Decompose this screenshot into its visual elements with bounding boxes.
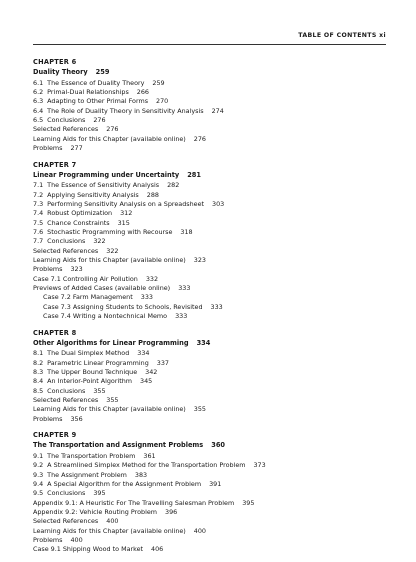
entry-page-number: 395: [242, 498, 255, 507]
entry-title: Adapting to Other Primal Forms: [47, 97, 149, 106]
chapter-section: [33, 431, 392, 554]
entry-page-number: 282: [167, 181, 180, 190]
entry-page-number: 322: [106, 246, 119, 255]
section-number: 9.3: [33, 470, 44, 479]
section-number: 6.1: [33, 78, 44, 87]
section-number: 8.2: [33, 358, 44, 367]
chapter-page-number: 334: [196, 338, 211, 347]
chapter-title-text: Other Algorithms for Linear Programming: [33, 338, 189, 347]
chapter-section: [33, 58, 392, 153]
entry-title: Learning Aids for this Chapter (available online): [33, 134, 186, 143]
entry-page-number: 333: [210, 302, 223, 311]
entry-title: A Special Algorithm for the Assignment Problem: [47, 479, 202, 488]
entry-page-number: 318: [180, 227, 193, 236]
entry-page-number: 355: [106, 396, 119, 404]
entry-title: Previews of Added Cases (available online): [33, 284, 171, 293]
toc-entry: [33, 312, 392, 321]
entry-page-number: 396: [165, 507, 178, 516]
section-number: 8.4: [33, 377, 44, 386]
entry-page-number: 400: [70, 536, 83, 545]
toc-entry: [33, 144, 392, 153]
entry-title: Applying Sensitivity Analysis: [47, 190, 139, 199]
chapter-title: [33, 170, 392, 180]
toc-entry: [33, 396, 392, 405]
section-number: 6.3: [33, 97, 44, 106]
toc-entry: [33, 452, 392, 461]
entry-page-number: 395: [93, 489, 106, 498]
entry-page-number: 391: [209, 479, 222, 488]
entry-page-number: 303: [212, 199, 225, 208]
section-number: 7.6: [33, 227, 44, 236]
toc-entry: [33, 303, 392, 312]
entry-page-number: 355: [193, 405, 206, 414]
entry-page-number: 383: [134, 470, 148, 479]
section-number: 7.2: [33, 190, 44, 199]
entry-title: Learning Aids for this Chapter (available online): [33, 255, 186, 264]
section-number: 7.1: [33, 181, 44, 190]
entry-title: The Assignment Problem: [47, 470, 127, 479]
entry-title: The Essence of Sensitivity Analysis: [47, 181, 160, 190]
chapter-page-number: 259: [95, 68, 110, 76]
toc-entry: [33, 209, 392, 218]
toc-entry: [33, 471, 392, 480]
entry-title: Conclusions: [47, 489, 86, 498]
section-number: 9.1: [33, 451, 44, 460]
section-number: 9.2: [33, 461, 44, 470]
entry-page-number: 342: [145, 367, 158, 376]
running-head: [33, 32, 386, 45]
chapter-number: CHAPTER 8: [33, 328, 77, 337]
entry-page-number: 322: [93, 237, 106, 246]
toc-entry: [33, 499, 392, 508]
toc-entry: [33, 135, 392, 144]
toc-entry: [33, 275, 392, 284]
running-head-label: TABLE OF CONTENTS xi: [298, 32, 386, 39]
toc-entry: [33, 97, 392, 106]
entry-title: Problems: [33, 265, 63, 274]
entry-title: The Upper Bound Technique: [47, 367, 138, 376]
entry-page-number: 333: [175, 312, 188, 321]
entry-title: Selected References: [33, 396, 99, 404]
section-number: 6.2: [33, 87, 44, 96]
entry-page-number: 259: [152, 78, 165, 87]
toc-entry: [33, 191, 392, 200]
entry-title: An Interior-Point Algorithm: [47, 377, 133, 386]
toc-entry: [33, 107, 392, 116]
entry-title: Problems: [33, 144, 63, 152]
entry-page-number: 274: [211, 106, 224, 115]
section-number: 8.1: [33, 349, 44, 358]
toc-entry: [33, 284, 392, 293]
chapter-page-number: 281: [187, 170, 201, 179]
entry-title: Appendix 9.1: A Heuristic For The Travelling Salesman Problem: [33, 498, 235, 507]
toc-entry: [33, 247, 392, 256]
entry-title: Conclusions: [47, 386, 86, 395]
chapter-section: [33, 161, 392, 322]
entry-title: The Role of Duality Theory in Sensitivity Analysis: [47, 106, 204, 115]
entry-page-number: 337: [156, 358, 169, 367]
entry-title: The Dual Simplex Method: [47, 349, 130, 358]
toc-entry: [33, 293, 392, 302]
entry-title: Primal-Dual Relationships: [47, 87, 129, 96]
toc-entry: [33, 489, 392, 498]
entry-page-number: 406: [151, 545, 164, 554]
chapter-number: CHAPTER 6: [33, 58, 77, 66]
entry-page-number: 266: [136, 87, 149, 96]
chapter-number: CHAPTER 9: [33, 431, 77, 440]
entry-page-number: 276: [106, 125, 119, 134]
entry-title: The Transportation Problem: [47, 451, 136, 460]
toc-entry: [33, 368, 392, 377]
chapter-page-number: 360: [211, 441, 225, 450]
entry-title: A Streamlined Simplex Method for the Transportation Problem: [47, 461, 246, 470]
entry-title: Case 7.2 Farm Management: [43, 293, 133, 302]
section-number: 6.4: [33, 106, 44, 115]
toc-entry: [33, 405, 392, 414]
chapter-number: CHAPTER 7: [33, 160, 77, 169]
entry-title: Stochastic Programming with Recourse: [47, 227, 173, 236]
toc-entry: [33, 415, 392, 424]
entry-page-number: 361: [143, 451, 156, 460]
toc-entry: [33, 116, 392, 125]
toc-entry: [33, 461, 392, 470]
entry-title: Problems: [33, 414, 63, 423]
table-of-contents: [33, 58, 392, 562]
section-number: 7.3: [33, 199, 44, 208]
entry-title: Selected References: [33, 517, 99, 526]
toc-entry: [33, 181, 392, 190]
entry-title: Case 7.3 Assigning Students to Schools, Revisited: [43, 302, 203, 311]
chapter-title: [33, 338, 392, 348]
entry-page-number: 323: [193, 255, 206, 264]
chapter-title: [33, 67, 392, 77]
toc-entry: [33, 359, 392, 368]
toc-entry: [33, 79, 392, 88]
entry-page-number: 345: [140, 377, 153, 386]
toc-entry: [33, 536, 392, 545]
toc-entry: [33, 387, 392, 396]
entry-page-number: 355: [93, 386, 106, 395]
entry-title: The Essence of Duality Theory: [47, 78, 145, 87]
section-number: 7.5: [33, 218, 44, 227]
toc-entry: [33, 88, 392, 97]
section-number: 9.4: [33, 479, 44, 488]
section-number: 8.3: [33, 367, 44, 376]
section-number: 9.5: [33, 489, 44, 498]
toc-entry: [33, 200, 392, 209]
entry-page-number: 276: [193, 134, 206, 143]
entry-page-number: 333: [140, 293, 153, 302]
toc-entry: [33, 517, 392, 526]
section-number: 7.7: [33, 237, 44, 246]
entry-title: Selected References: [33, 125, 99, 134]
chapter-title-text: The Transportation and Assignment Problems: [33, 441, 204, 450]
entry-title: Selected References: [33, 246, 99, 255]
entry-page-number: 373: [253, 461, 266, 470]
toc-entry: [33, 349, 392, 358]
entry-title: Problems: [33, 536, 63, 545]
entry-title: Conclusions: [47, 115, 86, 124]
entry-page-number: 277: [70, 144, 83, 152]
entry-title: Learning Aids for this Chapter (available online): [33, 405, 186, 414]
entry-page-number: 400: [106, 517, 119, 526]
entry-page-number: 270: [156, 97, 169, 106]
chapter-title: [33, 440, 392, 450]
toc-entry: [33, 125, 392, 134]
entry-page-number: 356: [70, 414, 83, 423]
entry-title: Case 7.1 Controlling Air Pollution: [33, 274, 138, 283]
chapter-title-text: Duality Theory: [33, 68, 88, 76]
entry-title: Parametric Linear Programming: [47, 358, 149, 367]
section-number: 6.5: [33, 115, 44, 124]
entry-title: Learning Aids for this Chapter (available online): [33, 526, 186, 535]
entry-page-number: 288: [146, 190, 159, 199]
toc-entry: [33, 480, 392, 489]
toc-entry: [33, 545, 392, 554]
entry-title: Case 9.1 Shipping Wood to Market: [33, 545, 144, 554]
entry-title: Performing Sensitivity Analysis on a Spreadsheet: [47, 199, 205, 208]
chapter-section: [33, 329, 392, 424]
entry-title: Conclusions: [47, 237, 86, 246]
toc-entry: [33, 256, 392, 265]
toc-entry: [33, 265, 392, 274]
entry-page-number: 312: [120, 209, 133, 218]
entry-title: Chance Constraints: [47, 218, 110, 227]
chapter-title-text: Linear Programming under Uncertainty: [33, 170, 180, 179]
entry-page-number: 400: [193, 526, 206, 535]
entry-page-number: 276: [93, 115, 106, 124]
toc-entry: [33, 228, 392, 237]
toc-entry: [33, 377, 392, 386]
section-number: 7.4: [33, 209, 44, 218]
entry-page-number: 332: [145, 274, 159, 283]
toc-entry: [33, 527, 392, 536]
entry-page-number: 334: [137, 349, 150, 358]
section-number: 8.5: [33, 386, 44, 395]
toc-entry: [33, 237, 392, 246]
entry-title: Appendix 9.2: Vehicle Routing Problem: [33, 507, 158, 516]
entry-page-number: 315: [117, 218, 130, 227]
entry-title: Robust Optimization: [47, 209, 113, 218]
toc-entry: [33, 508, 392, 517]
entry-page-number: 323: [70, 265, 83, 274]
entry-page-number: 333: [178, 284, 191, 293]
entry-title: Case 7.4 Writing a Nontechnical Memo: [43, 312, 168, 321]
toc-entry: [33, 219, 392, 228]
